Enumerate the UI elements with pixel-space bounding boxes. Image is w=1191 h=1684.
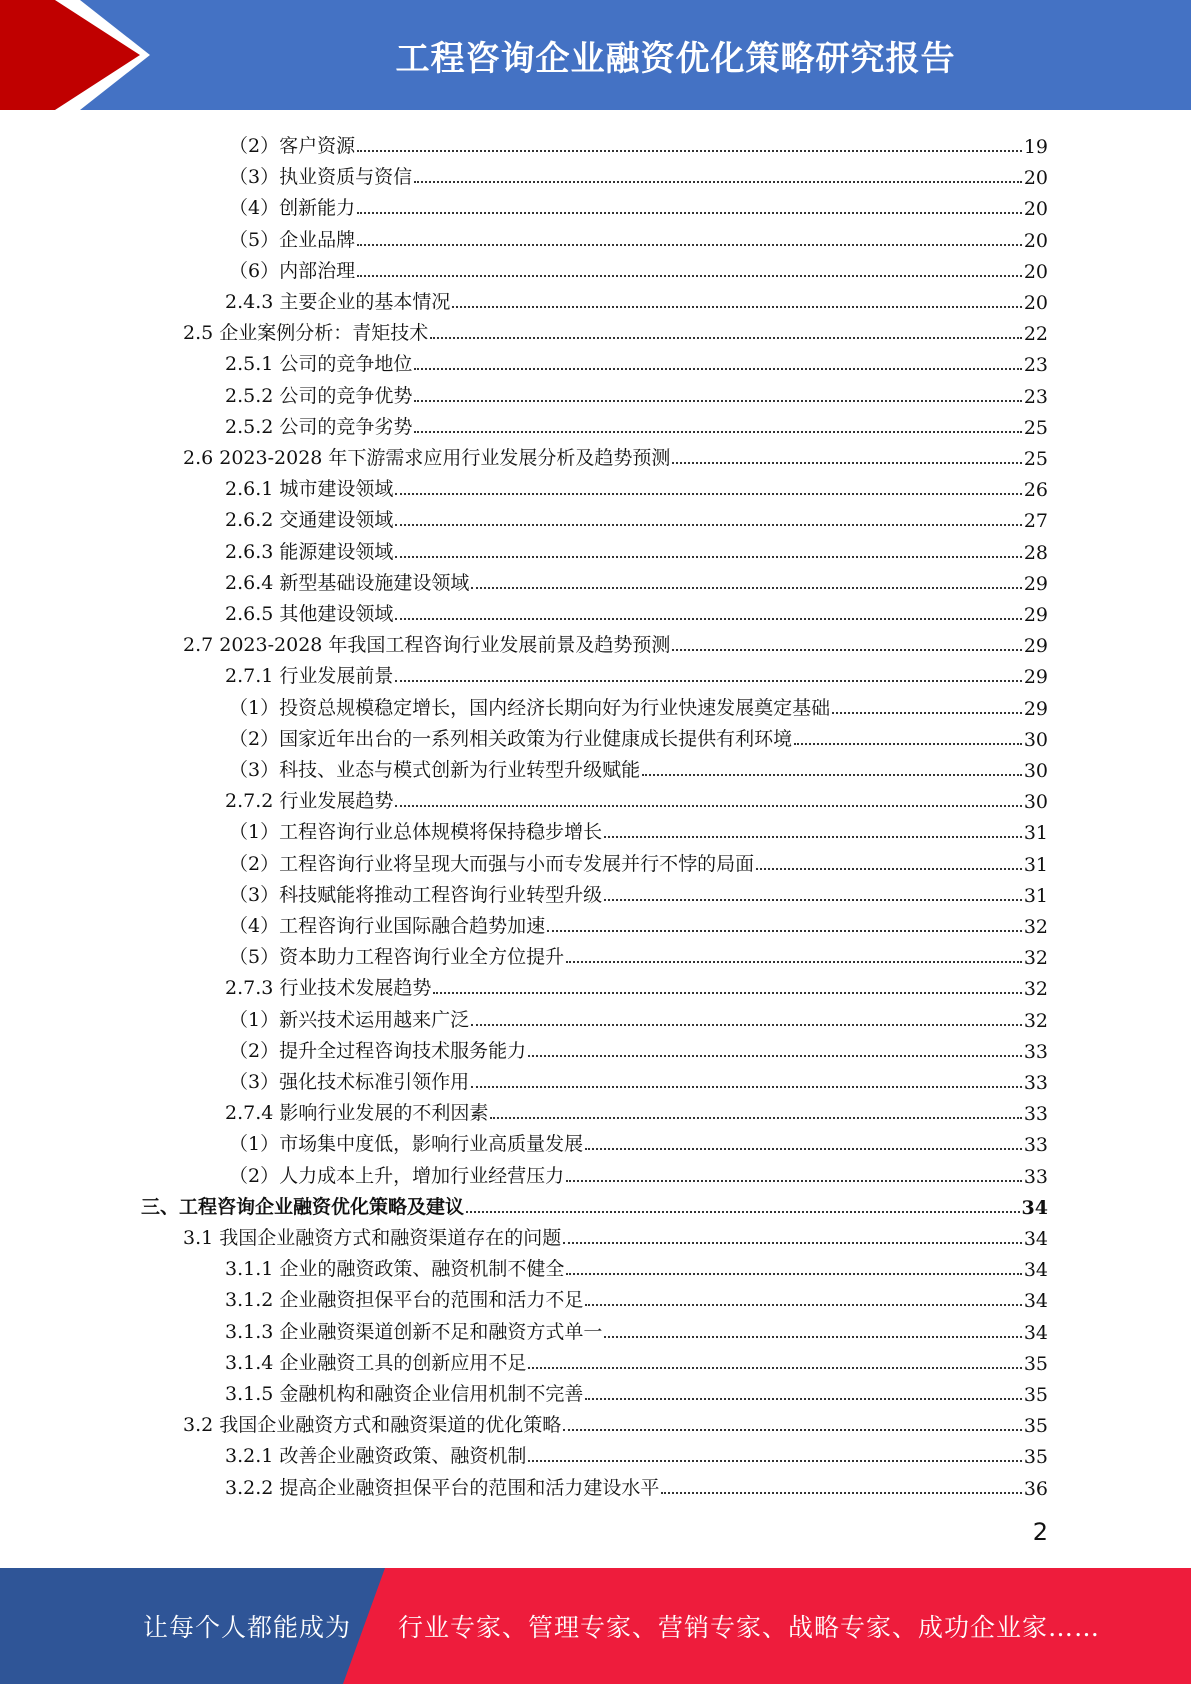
toc-entry-label: 2.6.5 其他建设领域 bbox=[225, 603, 394, 625]
toc-entry-page: 25 bbox=[1023, 416, 1048, 439]
toc-entry-page: 20 bbox=[1023, 292, 1048, 314]
toc-entry-label: 3.1.4 企业融资工具的创新应用不足 bbox=[225, 1351, 527, 1374]
toc-entry-label: 3.2 我国企业融资方式和融资渠道的优化策略 bbox=[183, 1414, 562, 1437]
toc-leader-dots bbox=[585, 1398, 1021, 1400]
toc-entry[interactable] bbox=[229, 221, 1048, 252]
toc-entry[interactable] bbox=[229, 189, 1048, 220]
toc-entry-page: 20 bbox=[1023, 229, 1048, 252]
toc-entry[interactable] bbox=[229, 1157, 1048, 1188]
toc-entry-label: 2.4.3 主要企业的基本情况 bbox=[225, 291, 451, 313]
toc-entry[interactable] bbox=[229, 689, 1048, 720]
toc-entry-page: 34 bbox=[1023, 1290, 1048, 1313]
toc-entry[interactable] bbox=[229, 813, 1048, 844]
toc-entry[interactable] bbox=[183, 1406, 1048, 1437]
toc-entry-page: 22 bbox=[1023, 323, 1048, 346]
toc-leader-dots bbox=[414, 431, 1021, 433]
toc-entry[interactable] bbox=[225, 345, 1048, 376]
toc-leader-dots bbox=[528, 1055, 1022, 1057]
toc-entry-label: 2.7 2023-2028 年我国工程咨询行业发展前景及趋势预测 bbox=[183, 634, 671, 657]
toc-leader-dots bbox=[794, 743, 1022, 745]
toc-entry-label: 2.7.2 行业发展趋势 bbox=[225, 790, 394, 813]
toc-leader-dots bbox=[832, 712, 1022, 714]
toc-leader-dots bbox=[452, 306, 1021, 308]
toc-leader-dots bbox=[430, 337, 1022, 339]
toc-entry[interactable] bbox=[229, 127, 1048, 158]
footer-slogan-right: 行业专家、管理专家、营销专家、战略专家、成功企业家…… bbox=[398, 1613, 1101, 1642]
toc-entry-label: （2）提升全过程咨询技术服务能力 bbox=[229, 1039, 527, 1062]
toc-entry[interactable] bbox=[225, 1094, 1048, 1125]
toc-entry-page: 33 bbox=[1023, 1165, 1048, 1188]
toc-entry-page: 20 bbox=[1023, 167, 1048, 190]
toc-entry-label: 2.6.2 交通建设领域 bbox=[225, 509, 394, 532]
toc-entry-label: 3.2.1 改善企业融资政策、融资机制 bbox=[225, 1445, 527, 1468]
toc-entry-page: 29 bbox=[1023, 666, 1048, 689]
toc-leader-dots bbox=[395, 556, 1021, 558]
toc-leader-dots bbox=[357, 244, 1022, 246]
toc-entry-page: 29 bbox=[1023, 635, 1048, 658]
toc-entry-page: 35 bbox=[1023, 1415, 1048, 1438]
toc-entry-label: （2）客户资源 bbox=[229, 135, 356, 157]
toc-entry-page: 30 bbox=[1023, 760, 1048, 782]
toc-entry-page: 31 bbox=[1023, 822, 1048, 845]
toc-leader-dots bbox=[395, 524, 1021, 526]
toc-entry-page: 23 bbox=[1023, 385, 1048, 408]
toc-leader-dots bbox=[585, 1304, 1021, 1306]
toc-entry[interactable] bbox=[225, 1344, 1048, 1375]
toc-entry-page: 33 bbox=[1023, 1072, 1048, 1094]
toc-entry-page: 25 bbox=[1023, 448, 1048, 470]
toc-entry-page: 29 bbox=[1023, 604, 1048, 626]
toc-leader-dots bbox=[566, 1180, 1022, 1182]
toc-leader-dots bbox=[395, 680, 1021, 682]
toc-entry-label: 三、工程咨询企业融资优化策略及建议 bbox=[141, 1195, 465, 1218]
toc-leader-dots bbox=[395, 805, 1021, 807]
toc-entry[interactable] bbox=[225, 657, 1048, 688]
toc-leader-dots bbox=[528, 1367, 1021, 1369]
toc-entry[interactable] bbox=[225, 969, 1048, 1000]
toc-entry-page: 34 bbox=[1023, 1228, 1048, 1250]
toc-entry[interactable] bbox=[229, 1001, 1048, 1032]
toc-entry[interactable] bbox=[229, 876, 1048, 907]
toc-entry-label: 2.5.1 公司的竞争地位 bbox=[225, 353, 413, 376]
toc-entry-page: 29 bbox=[1023, 697, 1048, 720]
toc-entry-page: 34 bbox=[1021, 1196, 1048, 1219]
toc-entry-page: 28 bbox=[1023, 541, 1048, 564]
toc-leader-dots bbox=[357, 212, 1022, 214]
toc-entry-page: 34 bbox=[1023, 1321, 1048, 1344]
toc-leader-dots bbox=[471, 587, 1021, 589]
toc-leader-dots bbox=[395, 493, 1021, 495]
toc-entry-label: 2.5 企业案例分析：青矩技术 bbox=[183, 322, 429, 345]
toc-entry-label: （3）科技赋能将推动工程咨询行业转型升级 bbox=[229, 883, 603, 906]
toc-entry-page: 30 bbox=[1023, 791, 1048, 814]
page-header bbox=[0, 0, 1191, 110]
toc-entry[interactable] bbox=[225, 782, 1048, 813]
toc-entry-page: 29 bbox=[1023, 572, 1048, 595]
toc-entry[interactable] bbox=[225, 377, 1048, 408]
toc-entry[interactable] bbox=[225, 595, 1048, 626]
toc-entry-label: 3.1.3 企业融资渠道创新不足和融资方式单一 bbox=[225, 1320, 603, 1343]
toc-entry-page: 31 bbox=[1023, 853, 1048, 876]
toc-leader-dots bbox=[604, 1336, 1021, 1338]
toc-leader-dots bbox=[471, 1024, 1022, 1026]
toc-entry[interactable] bbox=[225, 1469, 1048, 1500]
toc-entry[interactable] bbox=[229, 751, 1048, 782]
toc-entry-page: 33 bbox=[1023, 1134, 1048, 1157]
toc-entry[interactable] bbox=[225, 1375, 1048, 1406]
toc-entry[interactable] bbox=[183, 439, 1048, 470]
toc-leader-dots bbox=[604, 836, 1022, 838]
toc-entry[interactable] bbox=[141, 1188, 1048, 1219]
toc-entry[interactable] bbox=[225, 533, 1048, 564]
toc-entry[interactable] bbox=[229, 1125, 1048, 1156]
toc-entry-label: （1）市场集中度低，影响行业高质量发展 bbox=[229, 1133, 584, 1156]
toc-entry-label: 2.7.3 行业技术发展趋势 bbox=[225, 977, 432, 1000]
toc-entry-label: 2.5.2 公司的竞争劣势 bbox=[225, 415, 413, 438]
toc-entry-page: 32 bbox=[1023, 1009, 1048, 1032]
toc-entry-page: 32 bbox=[1023, 978, 1048, 1001]
toc-leader-dots bbox=[357, 150, 1022, 152]
toc-entry-label: （3）执业资质与资信 bbox=[229, 166, 413, 189]
toc-entry-page: 20 bbox=[1023, 260, 1048, 283]
toc-entry[interactable] bbox=[225, 1281, 1048, 1312]
toc-entry-label: （5）企业品牌 bbox=[229, 228, 356, 251]
toc-entry[interactable] bbox=[229, 1063, 1048, 1094]
toc-entry[interactable] bbox=[225, 1313, 1048, 1344]
toc-entry-label: （5）资本助力工程咨询行业全方位提升 bbox=[229, 946, 565, 969]
toc-entry-page: 35 bbox=[1023, 1352, 1048, 1375]
toc-entry-label: 2.6.1 城市建设领域 bbox=[225, 478, 394, 501]
toc-leader-dots bbox=[414, 181, 1022, 183]
toc-entry-label: （6）内部治理 bbox=[229, 259, 356, 282]
header-title: 工程咨询企业融资优化策略研究报告 bbox=[395, 38, 956, 79]
toc-entry-label: 2.7.4 影响行业发展的不利因素 bbox=[225, 1102, 489, 1125]
toc-entry-label: 2.6.4 新型基础设施建设领域 bbox=[225, 571, 470, 594]
toc-leader-dots bbox=[395, 618, 1021, 620]
toc-entry-label: 2.5.2 公司的竞争优势 bbox=[225, 384, 413, 407]
toc-leader-dots bbox=[563, 1242, 1022, 1244]
toc-entry-label: 2.7.1 行业发展前景 bbox=[225, 665, 394, 688]
toc-entry-label: 3.1 我国企业融资方式和融资渠道存在的问题 bbox=[183, 1227, 562, 1249]
toc-leader-dots bbox=[672, 649, 1021, 651]
toc-leader-dots bbox=[661, 1492, 1021, 1494]
toc-entry-page: 31 bbox=[1023, 884, 1048, 907]
toc-entry[interactable] bbox=[225, 283, 1048, 314]
toc-entry[interactable] bbox=[183, 314, 1048, 345]
toc-leader-dots bbox=[604, 899, 1022, 901]
toc-entry-label: （1）工程咨询行业总体规模将保持稳步增长 bbox=[229, 821, 603, 844]
toc-entry-label: 3.1.5 金融机构和融资企业信用机制不完善 bbox=[225, 1383, 584, 1405]
toc-entry-page: 35 bbox=[1023, 1446, 1048, 1469]
toc-entry-label: （3）强化技术标准引领作用 bbox=[229, 1071, 470, 1093]
toc-entry-label: （1）投资总规模稳定增长，国内经济长期向好为行业快速发展奠定基础 bbox=[229, 696, 831, 719]
toc-entry[interactable] bbox=[229, 252, 1048, 283]
toc-entry-page: 34 bbox=[1023, 1259, 1048, 1282]
toc-entry[interactable] bbox=[229, 938, 1048, 969]
toc-leader-dots bbox=[642, 774, 1022, 776]
toc-entry[interactable] bbox=[229, 907, 1048, 938]
toc-entry-page: 20 bbox=[1023, 198, 1048, 221]
toc-entry-page: 33 bbox=[1023, 1040, 1048, 1063]
toc-entry-label: （3）科技、业态与模式创新为行业转型升级赋能 bbox=[229, 759, 641, 781]
toc-entry-label: 3.2.2 提高企业融资担保平台的范围和活力建设水平 bbox=[225, 1476, 660, 1499]
toc-entry-page: 23 bbox=[1023, 354, 1048, 377]
toc-entry[interactable] bbox=[225, 1250, 1048, 1281]
toc-leader-dots bbox=[563, 1429, 1022, 1431]
toc-leader-dots bbox=[490, 1117, 1021, 1119]
toc-entry[interactable] bbox=[183, 1219, 1048, 1250]
toc-leader-dots bbox=[466, 1211, 1020, 1213]
toc-entry-page: 27 bbox=[1023, 510, 1048, 533]
toc-entry-label: 2.6.3 能源建设领域 bbox=[225, 540, 394, 563]
footer-slogan-left: 让每个人都能成为 bbox=[143, 1613, 352, 1642]
toc-entry-page: 32 bbox=[1023, 947, 1048, 970]
toc-entry-label: （4）创新能力 bbox=[229, 197, 356, 220]
toc-entry[interactable] bbox=[225, 470, 1048, 501]
toc-leader-dots bbox=[756, 868, 1022, 870]
toc-entry[interactable] bbox=[183, 626, 1048, 657]
toc-entry-page: 32 bbox=[1023, 916, 1048, 938]
toc-leader-dots bbox=[357, 275, 1022, 277]
toc-entry-label: （2）工程咨询行业将呈现大而强与小而专发展并行不悖的局面 bbox=[229, 852, 755, 875]
toc-entry-page: 35 bbox=[1023, 1384, 1048, 1406]
page-footer bbox=[0, 1568, 1191, 1684]
toc-entry[interactable] bbox=[225, 564, 1048, 595]
toc-entry-label: （1）新兴技术运用越来广泛 bbox=[229, 1008, 470, 1031]
toc-entry[interactable] bbox=[225, 408, 1048, 439]
toc-entry-page: 30 bbox=[1023, 728, 1048, 751]
toc-leader-dots bbox=[672, 462, 1021, 464]
toc-entry[interactable] bbox=[225, 501, 1048, 532]
toc-entry[interactable] bbox=[229, 845, 1048, 876]
toc-leader-dots bbox=[566, 1273, 1021, 1275]
toc-leader-dots bbox=[414, 400, 1021, 402]
toc-leader-dots bbox=[433, 992, 1021, 994]
toc-entry-label: （2）人力成本上升，增加行业经营压力 bbox=[229, 1164, 565, 1187]
toc-leader-dots bbox=[471, 1086, 1022, 1088]
toc-entry-page: 26 bbox=[1023, 479, 1048, 502]
toc-entry-label: （2）国家近年出台的一系列相关政策为行业健康成长提供有利环境 bbox=[229, 727, 793, 750]
toc-leader-dots bbox=[547, 930, 1022, 932]
toc-entry-page: 36 bbox=[1023, 1477, 1048, 1500]
toc-leader-dots bbox=[585, 1148, 1022, 1150]
toc-entry-label: 3.1.2 企业融资担保平台的范围和活力不足 bbox=[225, 1289, 584, 1312]
page-number: 2 bbox=[1032, 1518, 1048, 1546]
toc-entry[interactable] bbox=[229, 720, 1048, 751]
toc-entry-page: 33 bbox=[1023, 1103, 1048, 1126]
toc-entry[interactable] bbox=[229, 158, 1048, 189]
toc-entry-label: 2.6 2023-2028 年下游需求应用行业发展分析及趋势预测 bbox=[183, 447, 671, 469]
toc-entry-page: 19 bbox=[1023, 136, 1048, 158]
toc-leader-dots bbox=[566, 961, 1022, 963]
toc-leader-dots bbox=[414, 368, 1021, 370]
toc-entry-label: 3.1.1 企业的融资政策、融资机制不健全 bbox=[225, 1258, 565, 1281]
toc-entry[interactable] bbox=[229, 1032, 1048, 1063]
toc-entry-label: （4）工程咨询行业国际融合趋势加速 bbox=[229, 915, 546, 937]
toc-entry[interactable] bbox=[225, 1437, 1048, 1468]
toc-leader-dots bbox=[528, 1460, 1021, 1462]
